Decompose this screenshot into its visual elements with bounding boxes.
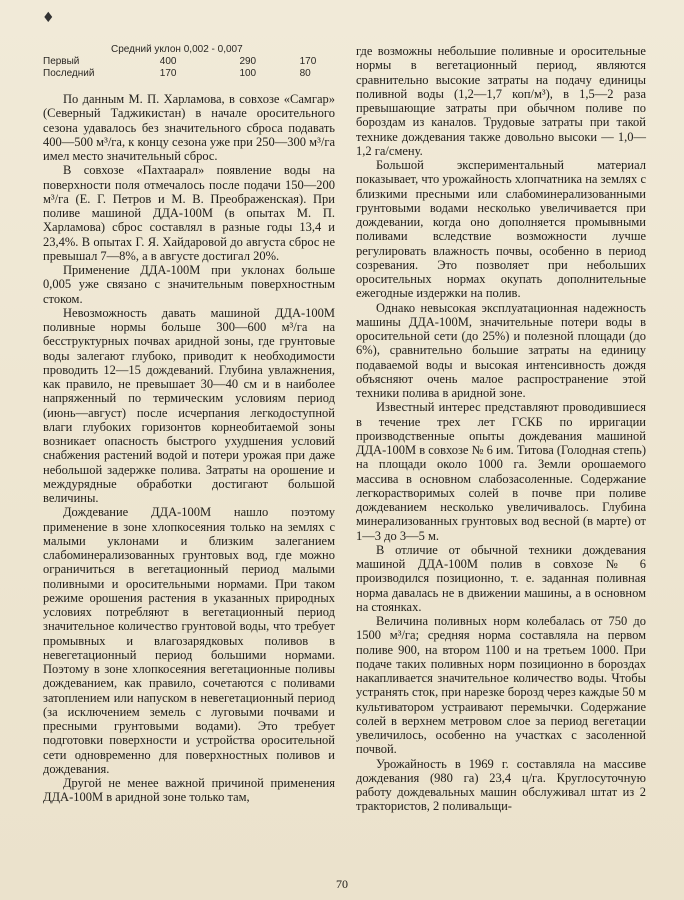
table-cell: 170 <box>299 56 317 67</box>
table-cell-label: Первый <box>43 56 80 67</box>
paragraph: Дождевание ДДА-100М нашло поэтому применение в зоне хлопкосеяния только на землях с малыми уклонами и близким залеганием слабоминерализованных грунтовых вод, где можно ограничиться в вегетационный период малыми поливными и оросительными нормами. При таком режиме орошения растения в указанных природных условиях потребляют в вегетационный период значительное количество грунтовой воды, что требует промывных и влагозарядковых поливов в невегетационный период большими нормами. Поэтому в зоне хлопкосеяния вегетационные поливы дождеванием, как правило, сочетаются с поливами затоплением или напуском в невегетационный период (за исключением земель с луговыми почвами и пресными грунтовыми водами). Это требует подготовки поверхности и устройства оросительной сети одновременно для поверхностных поливов и дождевания. <box>43 505 335 776</box>
table-row <box>43 68 335 80</box>
table-cell: 400 <box>159 56 177 67</box>
table-caption: Средний уклон 0,002 - 0,007 <box>111 44 243 55</box>
table-cell-label: Последний <box>43 68 95 79</box>
paragraph: Известный интерес представляют проводившиеся в течение трех лет ГСКБ по ирригации производственные опыты дождевания машиной ДДА-100М в совхозе № 6 им. Титова (Голодная степь) на площади около 1000 га. Земли орошаемого массива в основном слабозасоленные. Содержание легкорастворимых солей в почве при поливе дождеванием несколько увеличивалось. Глубина минерализованных грунтовых вод весной (в марте) от 1—3 до 3—5 м. <box>356 400 646 543</box>
paragraph: Применение ДДА-100М при уклонах больше 0,005 уже связано с значительным поверхностным стоком. <box>43 263 335 306</box>
table-row <box>43 56 335 68</box>
left-column <box>43 44 335 805</box>
paragraph: Урожайность в 1969 г. составляла на массиве дождевания (980 га) 23,4 ц/га. Круглосуточную работу дождевальных машин обслуживал штат из 2 трактористов, 2 поливальщи- <box>356 756 646 814</box>
right-column <box>356 44 646 814</box>
paragraph: Другой не менее важной причиной применения ДДА-100М в аридной зоне только там, <box>43 776 335 805</box>
table-cell: 170 <box>159 68 177 79</box>
paragraph: Большой экспериментальный материал показывает, что урожайность хлопчатника на землях с близкими пресными или слабоминерализованными грунтовыми водами несколько увеличивается при дождевании, когда оно дополняется промывными поливами вследствие возможности лучше регулировать влажность почвы, особенно в период созревания. Это позволяет при небольших оросительных нормах окупать дополнительные ежегодные издержки на полив. <box>356 158 646 301</box>
data-table <box>43 44 335 80</box>
paragraph: Невозможность давать машиной ДДА-100М поливные нормы больше 300—600 м³/га на бесструктурных почвах аридной зоны, где грунтовые воды залегают глубоко, приводит к необходимости проводить 12—15 дождеваний. Глубина увлажнения, как правило, не превышает 30—40 см и в наиболее напряженный по термическим условиям период (июнь—август) после исчерпания легкодоступной влаги глубоких горизонтов корнеобитаемой зоны возникает опасность быстрого ухудшения условий снабжения растений водой и потери урожая при даже небольшой задержке полива. Затраты на орошение и междурядные обработки достигают большой величины. <box>43 305 335 505</box>
paragraph: Однако невысокая эксплуатационная надежность машины ДДА-100М, значительные потери воды в оросительной сети (до 25%) и полезной площади (до 6%), сравнительно большие затраты на единицу подаваемой воды и высокая интенсивность дождя объясняют очень малое распространение этой техники полива в аридной зоне. <box>356 300 646 400</box>
table-cell: 80 <box>299 68 311 79</box>
paragraph: В совхозе «Пахтаарал» появление воды на поверхности поля отмечалось после подачи 150—200 м³/га (Е. Г. Петров и М. В. Преображенская). При поливе машиной ДДА-100М (в опытах М. П. Харламова) сброс составлял в разные годы 13,4 и 23,4%. В опытах Г. Я. Хайдаровой до августа сброс не превышал 7—8%, а в августе достигал 20%. <box>43 163 335 263</box>
table-cell: 100 <box>239 68 257 79</box>
paragraph: Величина поливных норм колебалась от 750 до 1500 м³/га; средняя норма составляла на первом поливе 900, на втором 1100 и на третьем 1000. При подаче таких поливных норм позиционно в бороздах накапливается значительное количество воды. Чтобы устранять сток, при нарезке борозд через каждые 50 м культиватором устраивают перемычки. Содержание солей в верхнем метровом слое за период вегетации увеличилось, особенно на участках с засоленной почвой. <box>356 614 646 757</box>
table-cell: 290 <box>239 56 257 67</box>
page-number: 70 <box>336 877 348 891</box>
paragraph: По данным М. П. Харламова, в совхозе «Самгар» (Северный Таджикистан) в начале оросительного сезона удавалось без значительного сброса подавать 400—500 м³/га, к концу сезона уже при 250—300 м³/га имел место значительный сброс. <box>43 92 335 163</box>
margin-mark-icon: ♦ <box>42 10 55 26</box>
paragraph: где возможны небольшие поливные и оросительные нормы в вегетационный период, являются сравнительно высокие затраты на подачу единицы поливной воды (1,2—1,7 коп/м³), в 1,5—2 раза превышающие затраты при обычном поливе по бороздам из каналов. Трудовые затраты при такой технике дождевания также довольно высоки — 1,0—1,2 га/смену. <box>356 44 646 158</box>
paragraph: В отличие от обычной техники дождевания машиной ДДА-100М полив в совхозе № 6 производился позиционно, т. е. заданная поливная норма давалась не в движении машины, а в основном на стоянках. <box>356 542 646 614</box>
